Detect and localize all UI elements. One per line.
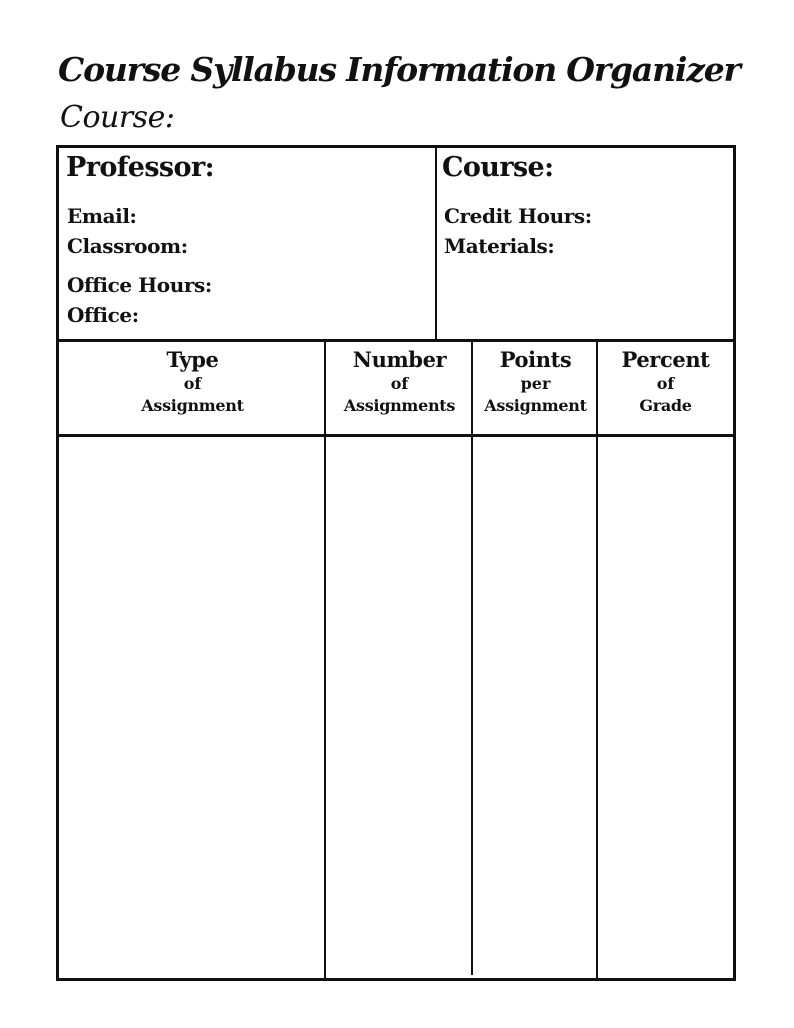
course-box xyxy=(437,148,733,339)
column-header-line: Number xyxy=(352,347,447,372)
organizer-sheet xyxy=(56,145,736,981)
column-header-line: Assignment xyxy=(141,396,244,415)
assignment-table-header xyxy=(59,342,733,437)
column-divider xyxy=(596,342,598,978)
course-heading: Course: xyxy=(60,100,175,135)
page-title: Course Syllabus Information Organizer xyxy=(58,50,740,89)
column-header-line: Type xyxy=(166,347,219,372)
column-header-number xyxy=(326,342,473,434)
materials-label: Materials: xyxy=(444,234,555,258)
column-header-line: of xyxy=(656,374,675,393)
column-header-line: of xyxy=(183,374,202,393)
column-header-points xyxy=(473,342,598,434)
professor-heading: Professor: xyxy=(66,152,214,183)
classroom-label: Classroom: xyxy=(67,234,188,258)
column-header-line: Points xyxy=(499,347,572,372)
column-header-line: Grade xyxy=(639,396,692,415)
column-header-type xyxy=(59,342,326,434)
column-header-line: per xyxy=(520,374,551,393)
office-hours-label: Office Hours: xyxy=(67,273,212,297)
column-header-line: of xyxy=(390,374,409,393)
column-header-line: Assignments xyxy=(343,396,456,415)
professor-box xyxy=(59,148,437,339)
office-label: Office: xyxy=(67,303,139,327)
column-header-percent xyxy=(598,342,733,434)
assignment-table-body xyxy=(59,437,733,978)
course-box-heading: Course: xyxy=(442,152,554,183)
credit-hours-label: Credit Hours: xyxy=(444,204,592,228)
column-header-line: Assignment xyxy=(484,396,587,415)
column-divider xyxy=(471,342,473,975)
email-label: Email: xyxy=(67,204,137,228)
info-row xyxy=(59,148,733,342)
column-header-line: Percent xyxy=(621,347,710,372)
column-divider xyxy=(324,342,326,978)
